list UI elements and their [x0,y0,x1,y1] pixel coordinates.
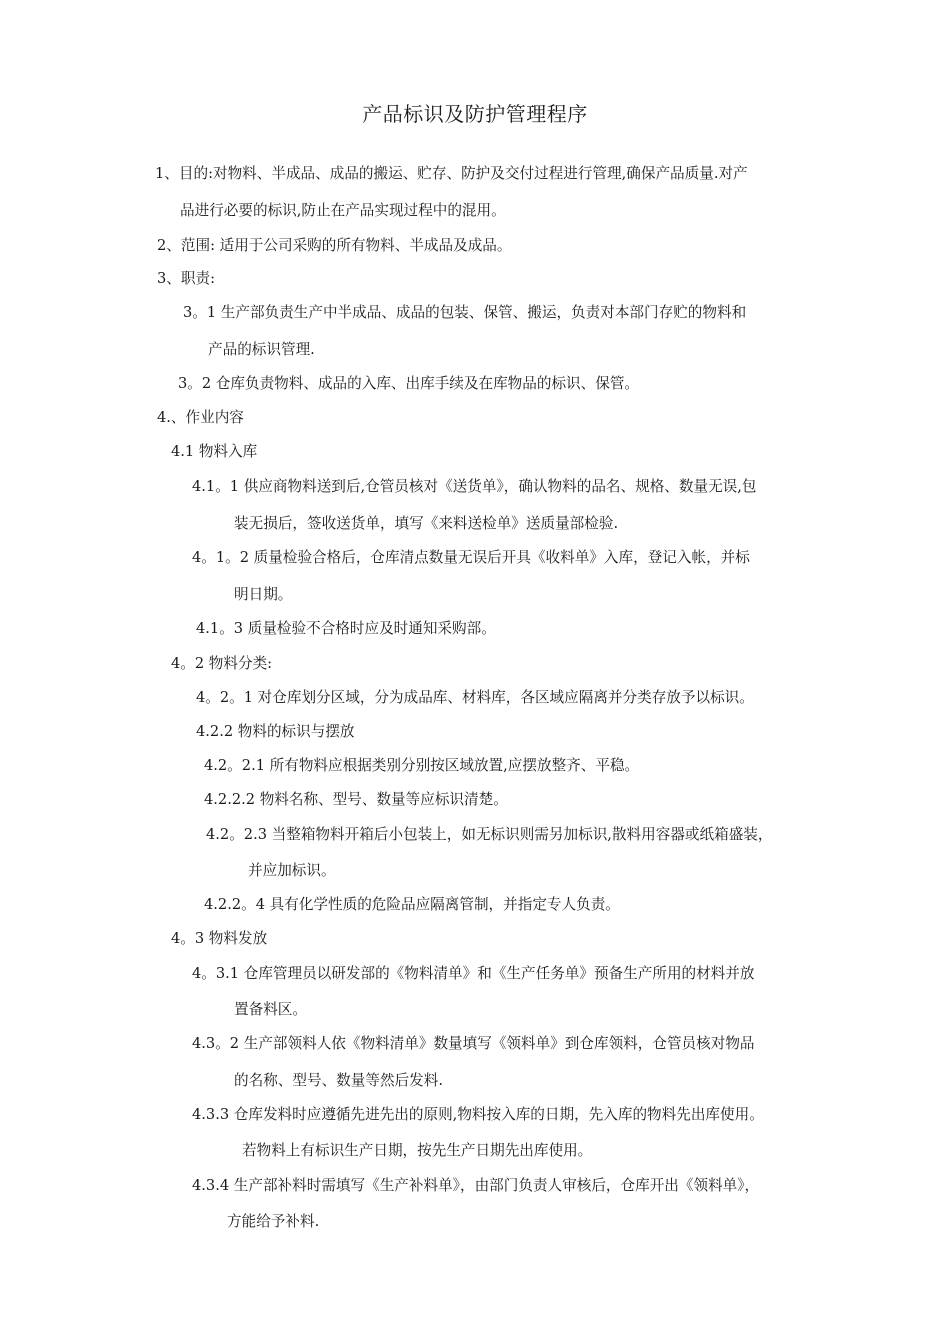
text-line: 4.2.2.2 物料名称、型号、数量等应标识清楚。 [204,791,508,808]
text-line: 4.1。3 质量检验不合格时应及时通知采购部。 [196,620,496,637]
text-line: 3。2 仓库负责物料、成品的入库、出库手续及在库物品的标识、保管。 [178,375,640,392]
text-line: 产品的标识管理. [208,341,315,358]
text-line: 4.3.4 生产部补料时需填写《生产补料单》，由部门负责人审核后，仓库开出《领料单》， [192,1177,760,1194]
subsection-heading: 4。3 物料发放 [171,930,268,947]
text-line: 明日期。 [234,586,293,603]
section-heading: 4.、作业内容 [157,409,244,426]
text-line: 2、范围: 适用于公司采购的所有物料、半成品及成品。 [157,237,512,254]
text-line: 4。2。1 对仓库划分区域，分为成品库、材料库，各区域应隔离并分类存放予以标识。 [196,689,754,706]
text-line: 3。1 生产部负责生产中半成品、成品的包装、保管、搬运，负责对本部门存贮的物料和 [183,304,747,321]
subsection-heading: 4.1 物料入库 [171,443,258,460]
text-line: 装无损后，签收送货单，填写《来料送检单》送质量部检验. [234,515,619,532]
document-title: 产品标识及防护管理程序 [362,102,588,126]
text-line: 置备料区。 [234,1001,307,1018]
text-line: 4。1。2 质量检验合格后，仓库清点数量无误后开具《收料单》入库，登记入帐，并标 [192,549,750,566]
text-line: 4.2.2 物料的标识与摆放 [196,723,355,740]
text-line: 若物料上有标识生产日期，按先生产日期先出库使用。 [242,1142,593,1159]
text-line: 3、职责: [157,270,215,287]
text-line: 4.2。2.1 所有物料应根据类别分别按区域放置,应摆放整齐、平稳。 [204,757,640,774]
text-line: 4.2.2。4 具有化学性质的危险品应隔离管制，并指定专人负责。 [204,896,620,913]
text-line: 4.1。1 供应商物料送到后,仓管员核对《送货单》，确认物料的品名、规格、数量无误,包 [192,478,757,495]
text-line: 4.2。2.3 当整箱物料开箱后小包装上，如无标识则需另加标识,散料用容器或纸箱盛装， [206,826,773,843]
text-line: 4。3.1 仓库管理员以研发部的《物料清单》和《生产任务单》预备生产所用的材料并放 [192,965,755,982]
text-line: 品进行必要的标识,防止在产品实现过程中的混用。 [180,202,506,219]
text-line: 的名称、型号、数量等然后发料. [234,1072,443,1089]
text-line: 4.3.3 仓库发料时应遵循先进先出的原则,物料按入库的日期，先入库的物料先出库使用。 [192,1106,764,1123]
text-line: 1、目的:对物料、半成品、成品的搬运、贮存、防护及交付过程进行管理,确保产品质量.对产 [155,165,748,182]
text-line: 4.3。2 生产部领料人依《物料清单》数量填写《领料单》到仓库领料，仓管员核对物品 [192,1035,755,1052]
text-line: 并应加标识。 [248,862,336,879]
text-line: 方能给予补料. [227,1213,320,1230]
subsection-heading: 4。2 物料分类: [171,655,273,672]
